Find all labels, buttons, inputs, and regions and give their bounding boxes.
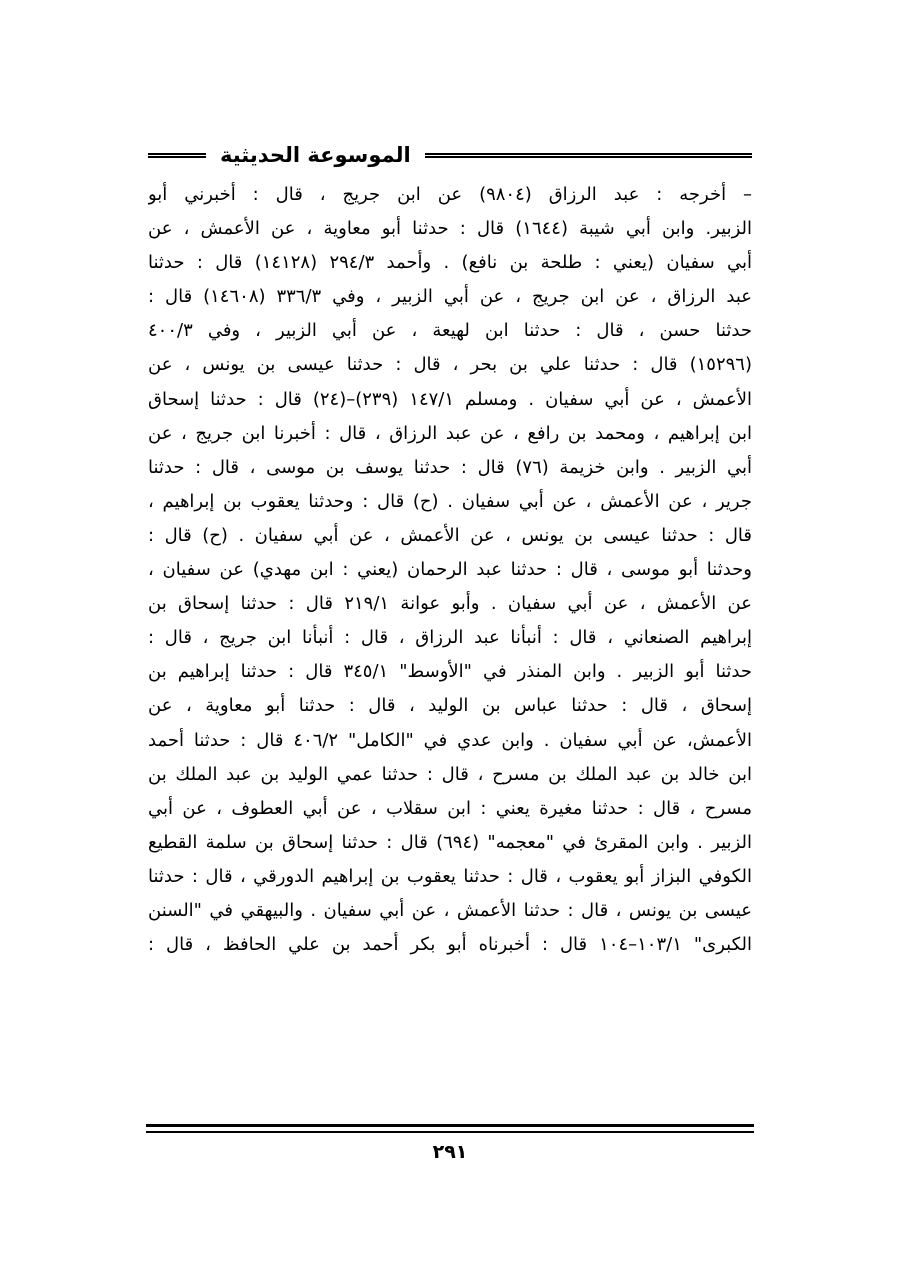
- text-line: إبراهيم الصنعاني ، قال : أنبأنا عبد الرزاق ، قال : أنبأنا ابن جريج ، قال :: [148, 627, 752, 649]
- footer-rule: [146, 1124, 754, 1133]
- text-line: عبد الرزاق ، عن ابن جريج ، عن أبي الزبير ، وفي ٣٣٦/٣ (١٤٦٠٨) قال :: [148, 286, 752, 308]
- text-line: الزبير. وابن أبي شيبة (١٦٤٤) قال : حدثنا أبو معاوية ، عن الأعمش ، عن: [148, 218, 752, 240]
- text-line: عيسى بن يونس ، قال : حدثنا الأعمش ، عن أبي سفيان . والبيهقي في "السنن: [148, 899, 752, 921]
- text-line: الكبرى" ١٠٣/١–١٠٤ قال : أخبرناه أبو بكر أحمد بن علي الحافظ ، قال :: [148, 934, 752, 956]
- page-header: [148, 140, 752, 170]
- text-line: حدثنا حسن ، قال : حدثنا ابن لهيعة ، عن أبي الزبير ، وفي ٤٠٠/٣: [148, 320, 752, 342]
- header-rule-right: [425, 153, 752, 158]
- text-line: الأعمش ، عن أبي سفيان . ومسلم ١٤٧/١ (٢٣٩)–(٢٤) قال : حدثنا إسحاق: [148, 388, 752, 410]
- text-line: الزبير . وابن المقرئ في "معجمه" (٦٩٤) قال : حدثنا إسحاق بن سلمة القطيع: [148, 831, 752, 853]
- header-rule-left: [148, 153, 206, 158]
- text-line: أبي الزبير . وابن خزيمة (٧٦) قال : حدثنا يوسف بن موسى ، قال : حدثنا: [148, 456, 752, 478]
- text-line: جرير ، عن الأعمش ، عن أبي سفيان . (ح) قال : وحدثنا يعقوب بن إبراهيم ،: [148, 490, 752, 512]
- text-line: حدثنا أبو الزبير . وابن المنذر في "الأوسط" ٣٤٥/١ قال : حدثنا إبراهيم بن: [148, 661, 752, 683]
- text-line: أبي سفيان (يعني : طلحة بن نافع) . وأحمد ٢٩٤/٣ (١٤١٢٨) قال : حدثنا: [148, 252, 752, 274]
- text-line: – أخرجه : عبد الرزاق (٩٨٠٤) عن ابن جريج ، قال : أخبرني أبو: [148, 184, 752, 205]
- body-text: [148, 178, 752, 962]
- text-line: (١٥٢٩٦) قال : حدثنا علي بن بحر ، قال : حدثنا عيسى بن يونس ، عن: [148, 354, 752, 376]
- text-line: عن الأعمش ، عن أبي سفيان . وأبو عوانة ٢١٩/١ قال : حدثنا إسحاق بن: [148, 593, 752, 615]
- text-line: ابن خالد بن عبد الملك بن مسرح ، قال : حدثنا عمي الوليد بن عبد الملك بن: [148, 763, 752, 785]
- text-line: الأعمش، عن أبي سفيان . وابن عدي في "الكامل" ٤٠٦/٢ قال : حدثنا أحمد: [148, 729, 752, 751]
- page-title: الموسوعة الحديثية: [220, 143, 411, 167]
- page-number: ٢٩١: [432, 1141, 468, 1163]
- text-line: ابن إبراهيم ، ومحمد بن رافع ، عن عبد الرزاق ، قال : أخبرنا ابن جريج ، عن: [148, 422, 752, 444]
- text-line: قال : حدثنا عيسى بن يونس ، عن الأعمش ، عن أبي سفيان . (ح) قال :: [148, 524, 752, 546]
- text-line: وحدثنا أبو موسى ، قال : حدثنا عبد الرحمان (يعني : ابن مهدي) عن سفيان ،: [148, 559, 752, 581]
- text-line: مسرح ، قال : حدثنا مغيرة يعني : ابن سقلاب ، عن أبي العطوف ، عن أبي: [148, 797, 752, 819]
- text-line: الكوفي البزاز أبو يعقوب ، قال : حدثنا يعقوب بن إبراهيم الدورقي ، قال : حدثنا: [148, 865, 752, 887]
- text-line: إسحاق ، قال : حدثنا عباس بن الوليد ، قال : حدثنا أبو معاوية ، عن: [148, 695, 752, 717]
